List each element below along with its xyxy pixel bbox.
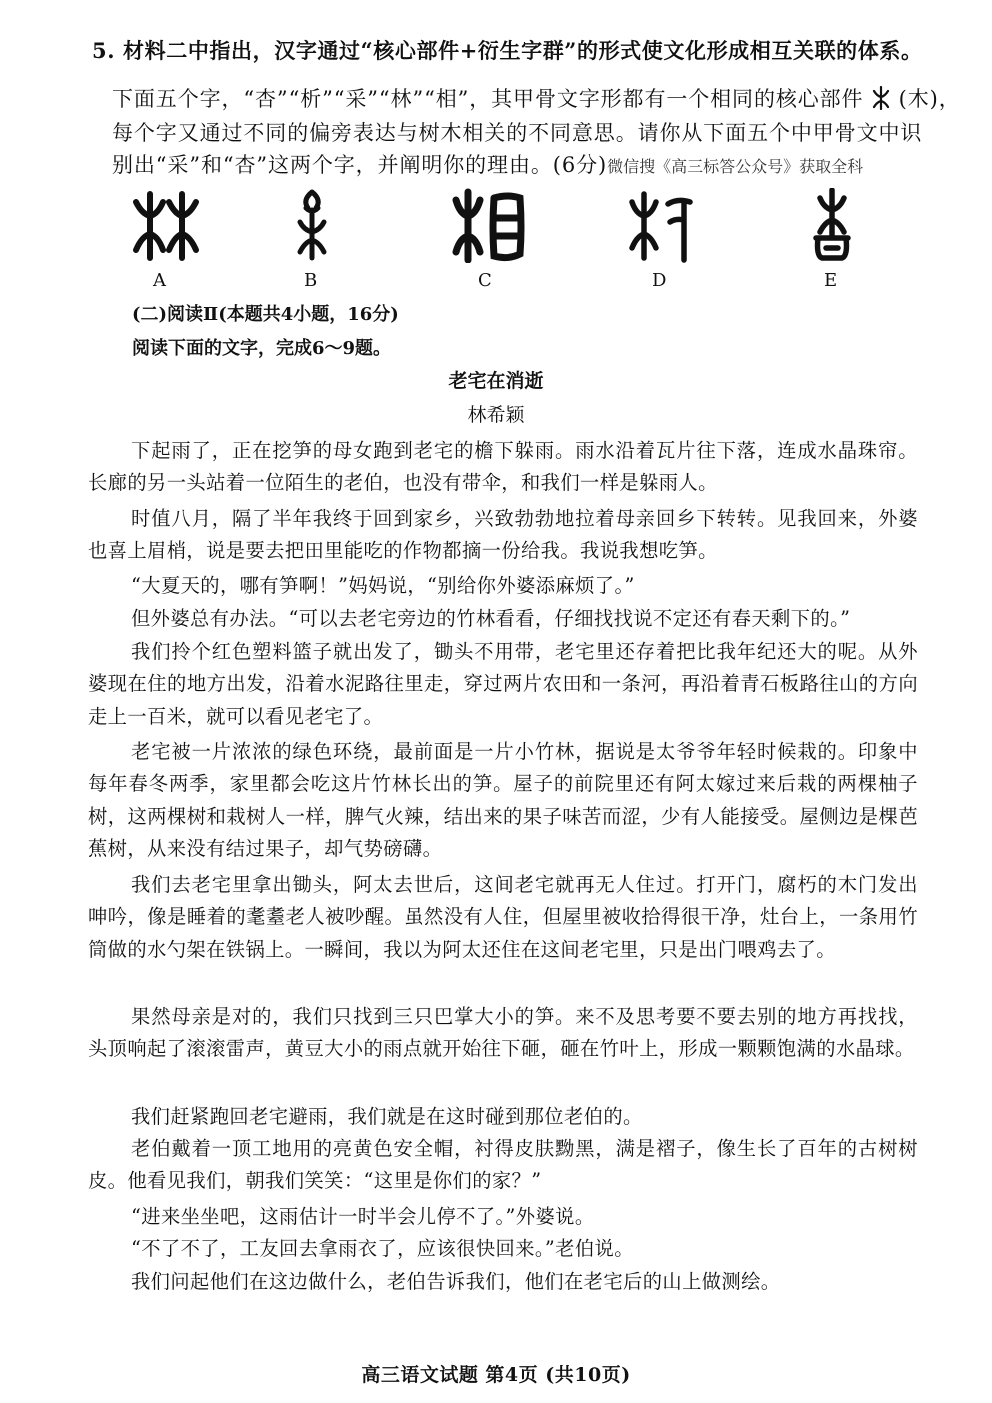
question-5-line-3-text: 别出“采”和“杏”这两个字，并阐明你的理由。(6分) (112, 153, 608, 177)
oracle-mu-icon (871, 86, 891, 110)
article-paragraph: 我们拎个红色塑料篮子就出发了，锄头不用带，老宅里还存着把比我年纪还大的呢。从外婆现在住的地方出发，沿着水泥路往里走，穿过两片农田和一条河，再沿着青石板路往山的方向走上一百米，就可以看见老宅了。 (88, 640, 918, 728)
article-paragraph: “进来坐坐吧，这雨估计一时半会儿停不了。”外婆说。 (131, 1205, 595, 1228)
article-paragraph: 老伯戴着一顶工地用的亮黄色安全帽，衬得皮肤黝黑，满是褶子，像生长了百年的古树树皮。他看见我们，朝我们笑笑：“这里是你们的家？” (88, 1137, 918, 1193)
question-5-line-2: 每个字又通过不同的偏旁表达与树木相关的不同意思。请你从下面五个中甲骨文中识 (112, 121, 923, 145)
option-label: B (304, 270, 318, 291)
article-paragraph: 老宅被一片浓浓的绿色环绕，最前面是一片小竹林，据说是太爷爷年轻时候栽的。印象中每年春冬两季，家里都会吃这片竹林长出的笋。屋子的前院里还有阿太嫁过来后栽的两棵柚子树，这两棵树和栽树人一样，脾气火辣，结出来的果子味苦而涩，少有人能接受。屋侧边是棵芭蕉树，从来没有结过果子，却气势磅礴。 (88, 740, 918, 861)
option-label: D (652, 270, 667, 291)
oracle-xing-icon (792, 188, 872, 263)
question-5-line-1-tail: (木)， (898, 87, 961, 111)
question-5-line-1-text: 下面五个字，“杏”“析”“采”“林”“相”，其甲骨文字形都有一个相同的核心部件 (112, 87, 864, 111)
watermark-text: 微信搜《高三标答公众号》获取全科 (607, 157, 864, 176)
article-paragraph: 但外婆总有办法。“可以去老宅旁边的竹林看看，仔细找找说不定还有春天剩下的。” (131, 607, 851, 630)
option-label: C (478, 270, 492, 291)
article-author: 林希颖 (467, 404, 525, 426)
oracle-cai-icon (272, 188, 352, 263)
article-paragraph: 我们赶紧跑回老宅避雨，我们就是在这时碰到那位老伯的。 (131, 1105, 643, 1128)
article-paragraph: “大夏天的，哪有笋啊！”妈妈说，“别给你外婆添麻烦了。” (131, 574, 635, 597)
option-label: A (153, 270, 166, 291)
question-5-heading: 5. 材料二中指出，汉字通过“核心部件+衍生字群”的形式使文化形成相互关联的体系。 (92, 38, 923, 63)
page-footer: 高三语文试题 第4页 (共10页) (361, 1364, 631, 1386)
article-paragraph: 下起雨了，正在挖笋的母女跑到老宅的檐下躲雨。雨水沿着瓦片往下落，连成水晶珠帘。长廊的另一头站着一位陌生的老伯，也没有带伞，和我们一样是躲雨人。 (88, 439, 918, 495)
option-label: E (824, 270, 838, 291)
oracle-xi-icon (624, 188, 704, 263)
article-paragraph: “不了不了，工友回去拿雨衣了，应该很快回来。”老伯说。 (131, 1237, 634, 1260)
question-5-line-3 (112, 150, 863, 182)
section-instruction: 阅读下面的文字，完成6～9题。 (132, 338, 392, 359)
article-title: 老宅在消逝 (448, 370, 544, 392)
article-paragraph: 我们去老宅里拿出锄头，阿太去世后，这间老宅就再无人住过。打开门，腐朽的木门发出呻吟，像是睡着的耄耋老人被吵醒。虽然没有人住，但屋里被收拾得很干净，灶台上，一条用竹筒做的水勺架在铁锅上。一瞬间，我以为阿太还住在这间老宅里，只是出门喂鸡去了。 (88, 873, 918, 961)
question-5-line-1 (112, 84, 961, 114)
oracle-xiang-icon (448, 188, 528, 263)
article-paragraph: 时值八月，隔了半年我终于回到家乡，兴致勃勃地拉着母亲回乡下转转。见我回来，外婆也喜上眉梢，说是要去把田里能吃的作物都摘一份给我。我说我想吃笋。 (88, 507, 918, 563)
article-paragraph: 我们问起他们在这边做什么，老伯告诉我们，他们在老宅后的山上做测绘。 (131, 1270, 781, 1293)
oracle-lin-icon (126, 188, 206, 263)
article-paragraph: 果然母亲是对的，我们只找到三只巴掌大小的笋。来不及思考要不要去别的地方再找找，头顶响起了滚滚雷声，黄豆大小的雨点就开始往下砸，砸在竹叶上，形成一颗颗饱满的水晶球。 (88, 1005, 918, 1061)
section-heading: (二)阅读Ⅱ(本题共4小题，16分) (132, 304, 399, 325)
